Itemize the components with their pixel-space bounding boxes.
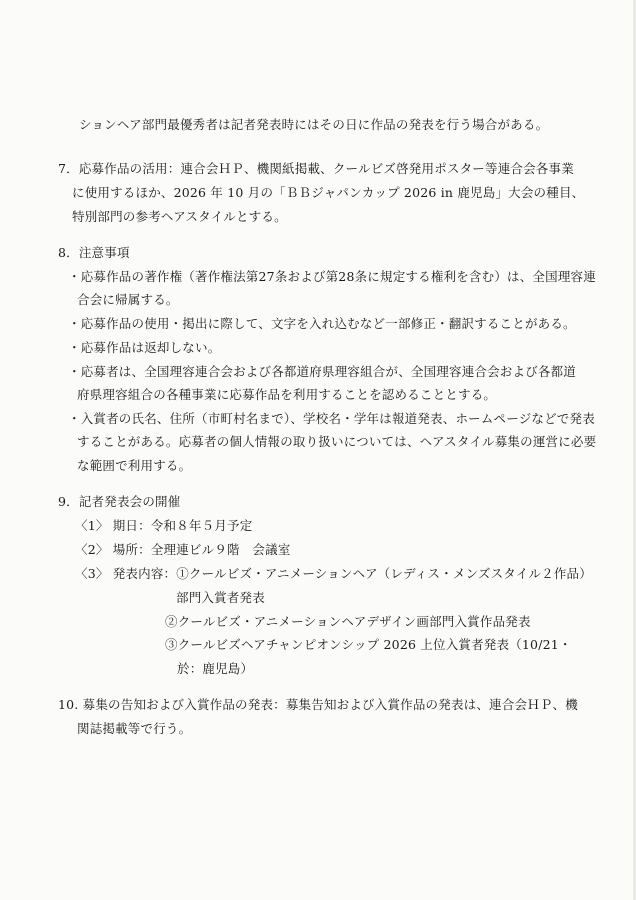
section9-item-3-sub-3-cont: 於：鹿児島） (177, 661, 254, 676)
intro-text-line: ションヘア部門最優秀者は記者発表時にはその日に作品の発表を行う場合がある。 (79, 117, 549, 132)
section8-heading: 8．注意事項 (58, 245, 130, 260)
section9-item-3-cont: 部門入賞者発表 (176, 590, 265, 605)
section8-line-6: 府県理容組合の各種事業に応募作品を利用することを認めることとする。 (77, 387, 497, 402)
section7-line-1: 7．応募作品の活用：連合会ＨＰ、機関紙掲載、クールビズ啓発用ポスター等連合会各事業 (58, 161, 574, 176)
section10-line-1: 10. 募集の告知および入賞作品の発表：募集告知および入賞作品の発表は、連合会ＨＰ、機 (58, 697, 578, 712)
section9-item-3-sub-3: ③クールビズヘアチャンピオンシップ 2026 上位入賞者発表（10/21・ (165, 637, 572, 652)
section8-line-1: ・応募作品の著作権（著作権法第27条および第28条に規定する権利を含む）は、全国理容連 (68, 269, 596, 284)
section8-line-9: な範囲で利用する。 (77, 458, 192, 473)
section8-line-3: ・応募作品の使用・掲出に際して、文字を入れ込むなど一部修正・翻訳することがある。 (68, 316, 576, 331)
section8-line-7: ・入賞者の氏名、住所（市町村名まで）、学校名・学年は報道発表、ホームページなどで発表 (68, 411, 595, 426)
section7-line-3: 特別部門の参考ヘアスタイルとする。 (72, 209, 287, 224)
section8-line-2: 合会に帰属する。 (77, 292, 179, 307)
section8-line-8: することがある。応募者の個人情報の取り扱いについては、ヘアスタイル募集の運営に必要 (77, 434, 597, 449)
section8-line-4: ・応募作品は返却しない。 (68, 340, 221, 355)
section9-item-1: 〈1〉 期日：令和８年５月予定 (75, 518, 253, 533)
section10-line-2: 関誌掲載等で行う。 (77, 721, 192, 736)
section9-item-3-sub-2: ②クールビズ・アニメーションヘアデザイン画部門入賞作品発表 (165, 614, 531, 629)
section9-heading: 9．記者発表会の開催 (58, 494, 181, 509)
section8-line-5: ・応募者は、全国理容連合会および各都道府県理容組合が、全国理容連合会および各都道 (68, 364, 577, 379)
section9-item-2: 〈2〉 場所：全理連ビル９階 会議室 (75, 542, 291, 557)
section9-item-3: 〈3〉 発表内容：①クールビズ・アニメーションヘア（レディス・メンズスタイル２作品） (75, 566, 592, 581)
section7-line-2: に使用するほか、2026 年 10 月の「ＢＢジャパンカップ 2026 in 鹿児島」大会の種目、 (72, 185, 585, 200)
